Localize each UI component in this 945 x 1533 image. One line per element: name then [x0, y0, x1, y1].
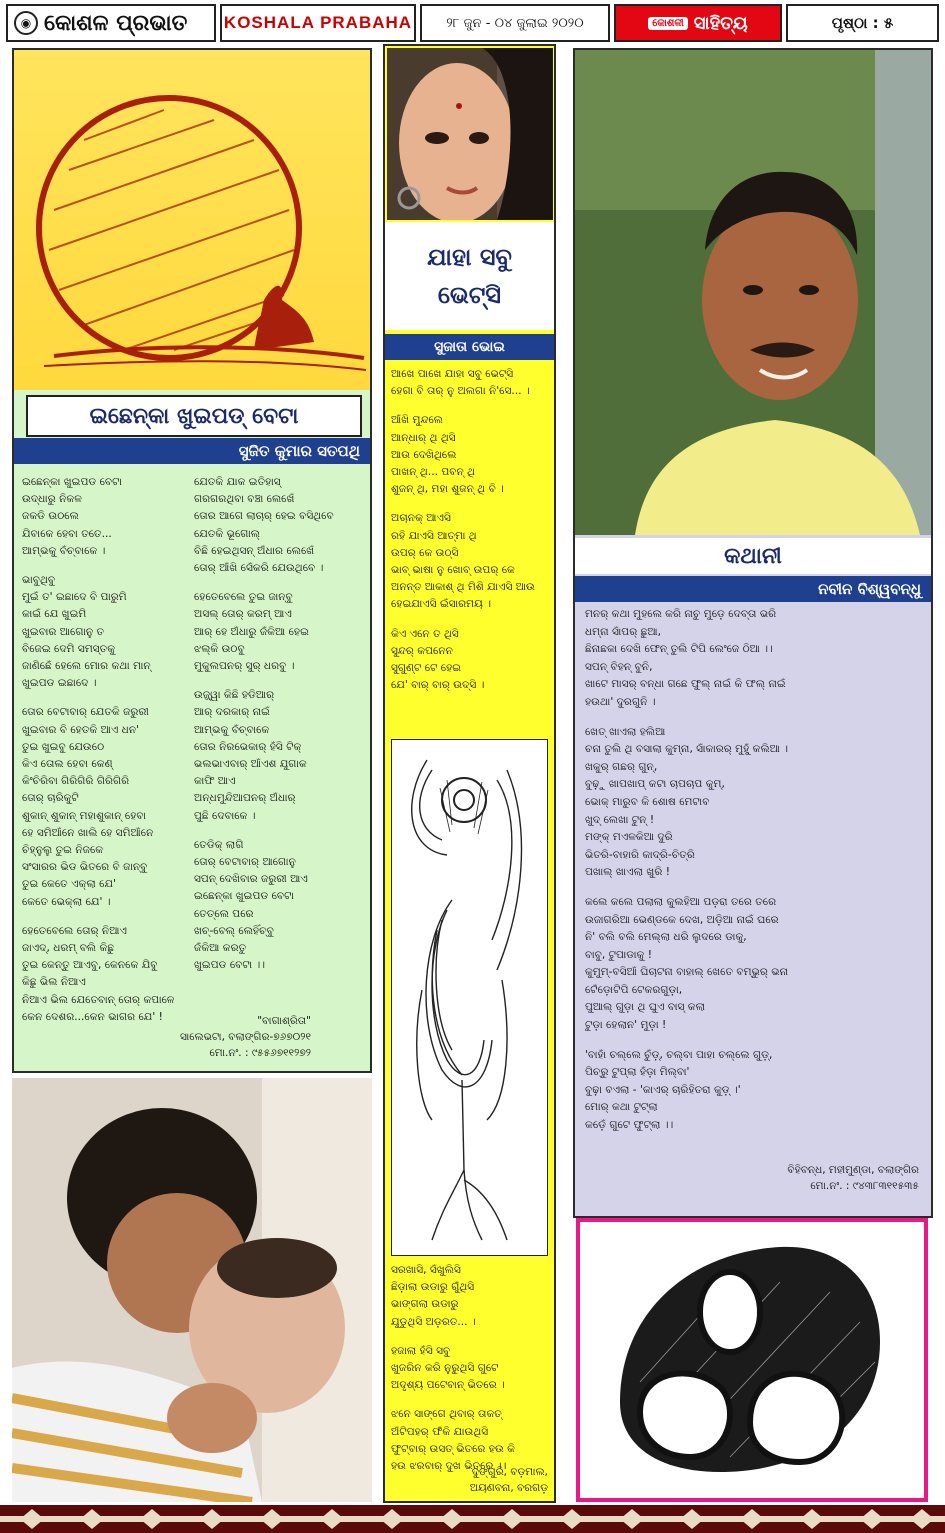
- story-line: ବୁଢ଼ା ବଏଲା - 'କାଏର୍ ଚାରିହିତରା କୁଡ଼୍ ।': [585, 1083, 741, 1096]
- poem-line: ଉଦ୍ଧାରୁ ନିକଳ: [22, 493, 82, 506]
- abstract-sketch: [576, 1218, 928, 1502]
- poem2-author: ସୁଜାତା ଭୋଇ: [385, 334, 554, 360]
- story-signature: [787, 1162, 919, 1194]
- flower-sketch: [391, 739, 548, 1256]
- poem-line: ଶୁକାନ୍ ଶୁକାନ୍ ମହାଶୁକାନ୍ ହେବା: [22, 809, 147, 822]
- poem-line: ଜଁକିଆ କରତୁ: [194, 942, 247, 955]
- poem-line: ସପନ୍ ଦେଖିବାର ଜରୁରୀ ଆଏ: [194, 873, 308, 886]
- poem-line: ତେତ୍‌ଲେ ପରେ: [194, 907, 254, 920]
- poem-line: ଭାବୁଥିବୁ: [22, 574, 56, 587]
- poem-line: କିଛୁ ଭିଲ ନିଆଏ: [22, 976, 86, 989]
- story-line: ଛିନାଛକା ଦେଖି ଫେନ୍ ତୁଲି ଟିପି ଲେଂଜେ ଠିଆ ।।: [585, 643, 773, 656]
- poem-line: ତୋର ଆଗେ ଲାଚାର୍ ହେଇ ବସିଥିବେ: [194, 510, 334, 523]
- poem-line: ଆର୍ ହେ ଅଁଧାରୁ ଜଁକିଆ ହେଇ: [194, 625, 309, 638]
- poem-line: ଯେ' ବାର୍ ବାର୍ ଉଦ୍‌ସି ।: [391, 679, 485, 692]
- poem2-body-top: [391, 366, 535, 694]
- poem-line: ଯେତକି ଯାକ ଇତିହାସ୍: [194, 476, 281, 488]
- abstract-sketch-icon: [580, 1222, 924, 1498]
- boulder-illustration: [14, 50, 370, 390]
- portrait-photo-icon: [387, 48, 553, 220]
- poem-line: ସରଖାସି, ସଁଖୁଲିସି: [391, 1264, 461, 1276]
- poem1-signature: [180, 1013, 311, 1061]
- poem-line: ତୁଇ କେତେ ଏକ୍‌ଲା ଯେ': [22, 878, 116, 891]
- story-line: କୁମୁମ୍-ବସିଆଁ ଘିଚାଟନା ବାହାଲ୍ ଖେତେ ବମ୍ଭୁର୍ ଭନା: [585, 966, 789, 979]
- story-line: କଲେ କଲେ ପଲାଲା କୁଲହିଆ ପଡ଼ରା ତରେ ତରେ: [585, 895, 777, 908]
- story-line: ଖକୁର୍ ଗଛର୍ ଗୁନ୍,: [585, 760, 658, 773]
- poem-line: ଝନେ ସାଙ୍ଗେ ଥିବାର୍ ତାକତ୍: [391, 1408, 502, 1421]
- signature-line: ଅୟଣବନା, ବରଗଡ଼: [469, 1482, 548, 1494]
- poem-line: ଖୁଜରିନ କରି ନୁରୁଥିସି ଗୁଟେ: [391, 1362, 499, 1375]
- poem-line: ରହି ଯାଏସି ଆତ୍ମା ଥି: [391, 529, 477, 542]
- poem-line: ଯୁଡୁଥିସି ଅଡ଼ରତ... ।: [391, 1315, 476, 1328]
- boulder-sketch-icon: [14, 50, 370, 390]
- poem-line: ପାଖନ୍ ଥି... ପବନ୍ ଥି: [391, 466, 476, 479]
- poem-line: ହଉ ଝରବାର୍ ଦୁଖ ଭିତରେ ।।: [391, 1460, 507, 1473]
- signature-line: ସାଲେଭଟା, ବଲାଙ୍ଗିର-୭୬୭୦୨୧: [180, 1031, 311, 1043]
- story-title: କଥାନୀ: [575, 538, 931, 574]
- issue-date: ୨୮ ଜୁନ - ୦୪ ଜୁଲାଇ ୨୦୨୦: [420, 4, 610, 42]
- poem2-panel: [383, 44, 556, 1503]
- poem-line: ହଜାଲା ହଁସି ସବୁ: [391, 1344, 451, 1357]
- section-label: [614, 4, 782, 42]
- poem-line: କିଏ ଏନେ ତ ଥିସି: [391, 627, 459, 640]
- poem-line: ଖୁଇବାର ବି ହେତକି ଆଏ ଧନ': [22, 723, 140, 736]
- poem2-title-line1: ଯାହା ସବୁ: [427, 243, 512, 271]
- poem-line: କେତେ ଭେକ୍‌ଲା ଯେ' ।: [22, 895, 111, 908]
- story-line: ଖେତ୍ ଖାଏଲା ହଲିଆ: [585, 725, 666, 738]
- poem-line: ମୁକୁଲପନର୍ ସୁର୍ ଧରବୁ ।: [194, 660, 295, 673]
- story-line: ଭୋକ୍ ମାରୁବ କି ଶୋଷ ମେଟାବ: [585, 795, 710, 808]
- page-number: ପୃଷ୍ଠା : ୫: [786, 4, 939, 42]
- poem-line: ଆଖେ ପାଖେ ଯାହା ସବୁ ଭେଟ୍‌ସି: [391, 368, 514, 380]
- story-line: ମଙ୍କ୍ ମଏଳକିଆ ଦୁରି: [585, 831, 673, 844]
- poem-line: କିଏ ତୋଲ ହେବା କେଣ୍: [22, 758, 113, 771]
- poem-line: ଜାଣିଛେଁ ହେଲେ ମୋର କଥା ମାନ୍: [22, 660, 151, 673]
- poem-line: ଆମ୍ଭକୁ ବଁଚ୍‌ବାକେ: [194, 723, 270, 736]
- poem-line: ହେଗା ବି ତାର୍ ନୁ ଅଲଗା ନି'ସେ... ।: [391, 385, 530, 398]
- story-line: ମୋର୍ କଥା ଟୁଟ୍‌ଲା: [585, 1101, 658, 1114]
- poem-line: ଭାଙ୍ଗଲା ଉଡାରୁ: [391, 1298, 459, 1311]
- poem-line: ଆର୍ ଦରକାର୍ ନାଇଁ: [194, 706, 270, 719]
- decorative-border: [0, 1505, 945, 1533]
- poem-line: ତୋର ନିରଭେକାର୍ ହଁସି ଟିକ୍: [194, 740, 302, 753]
- poem-line: ଖୁଇପଡ ବେଟା ।।: [194, 959, 266, 972]
- poem-line: ତେଡିକ୍ ଲାଗି: [194, 838, 244, 851]
- newspaper-logo: [6, 4, 216, 42]
- author-portrait-photo: [387, 48, 553, 220]
- signature-line: ମୋ.ନଂ. : ୯୫୫୬୭୧୧୨୭୨: [209, 1047, 311, 1059]
- signature-line: ବିହିବନ୍ଧ, ମହୀମୁଣ୍ଡା, ବଲାଙ୍ଗିର: [787, 1164, 919, 1176]
- poem-line: ତୋର୍ ବେଟାବାର୍ ଆଗୋନୁ: [194, 856, 296, 869]
- poem-line: ପୁଛି ଦେବାକେ ।: [194, 809, 256, 822]
- poem1-left-column: [22, 474, 194, 1026]
- poem1-body: [22, 474, 364, 1026]
- poem-line: ଅନନ୍ତ ଆକାଶ୍ ଥି ମିଶି ଯାଏସି ଆଉ: [391, 581, 535, 594]
- story-line: ବୁଢ଼ୁ ଖାପଖାପ୍ କଟା ଚାପଚାପ କୁମ୍,: [585, 778, 725, 791]
- poem-line: ହେତେବେଲେ ତୁଇ ଜାନ୍‌ବୁ: [194, 591, 293, 604]
- story-panel: [573, 48, 933, 1218]
- poem-line: ବିଛି ହେଇଥିସନ୍ ଅଁଧାର ଲେଖେଁ: [194, 544, 315, 557]
- logo-emblem-icon: ◉: [14, 11, 38, 35]
- poem-line: କିଂଚିରିବା ଗିରିଗିରି ଗିରିଗିରି: [22, 775, 130, 788]
- section-name: ସାହିତ୍ୟ: [693, 12, 748, 34]
- poem-line: ଖୁଇପଡ ଇଛାଦେ ।: [22, 677, 97, 690]
- poem-line: ନିଆଏ ଭିଲ ଯେତେବାନ୍ ତୋର୍ କପାଳେ: [22, 993, 175, 1006]
- poem-line: କାଫି ଆଏ: [194, 775, 236, 788]
- poem-line: ଆମ୍ଭକୁ ବଁଚ୍‌ବାକେ ।: [22, 544, 106, 557]
- poem-line: ଚିହ୍ନୁଲୁ ତୁଇ ନିଜକେ: [22, 844, 104, 857]
- poem-line: ହେ ସମିଆଁନେ ଖାଲି ହେ ସମିଆଁନେ: [22, 826, 154, 839]
- poem-line: ହେଇଯାଏସି ଇଁସାରମୟ ।: [391, 598, 491, 611]
- poem-line: ତୋର୍ ଆଁଖି ସେଁକରି ଯେଉଥିବେ ।: [194, 562, 324, 575]
- poem-line: ଯେତକି ଭୂଗୋଲ୍: [194, 527, 261, 540]
- poem-line: ଅଁଟିପହର୍ ଫଁକି ଯାଉଥିସି: [391, 1425, 489, 1438]
- story-line: ସପନ୍ ବିହନ୍ ବୁନି,: [585, 660, 653, 673]
- poem-line: କାଇଁ ଯେ ଖୁଇମି: [22, 608, 87, 621]
- english-title: KOSHALA PRABAHA: [220, 4, 416, 42]
- section-tag: କୋଶଳୀ: [648, 17, 688, 30]
- story-line: ହଉଥା' ଦୁରଗୁନି ।: [585, 695, 656, 708]
- poem-line: ଉପର୍ କେ ଉଠ୍‌ସି: [391, 546, 459, 559]
- poem-line: ଖୁଇବାର ଆଗୋନୁ ତ: [22, 625, 105, 638]
- poem-line: ଜକଡି ଉଠଲେ: [22, 510, 79, 523]
- poem-line: ଭାବ୍ ଭାଷା ନୁ ଖୋବ୍ ଉପର୍ କେ: [391, 564, 515, 577]
- story-line: ଧମ୍‌ନା ସାଁପର୍ ଛୁଆ,: [585, 625, 661, 638]
- masthead: [6, 4, 939, 42]
- poem-line: ତୋର୍ ଚାରିକୁଟି: [22, 792, 79, 805]
- poem-line: ଇଛେନ୍‌କା ଖୁଇପଡ ବେଟା: [194, 890, 294, 903]
- story-line: ନି' ବଲି ବଲି ମେଲ୍‌ଲା ଧରି ଲୁଦରେ ଡାକୁ,: [585, 931, 747, 944]
- story-author: ନବୀନ ବିଶ୍ୱବନ୍ଧୁ: [575, 576, 931, 602]
- logo-text: କୋଶଳ ପ୍ରଭାତ: [44, 10, 188, 36]
- poem-line: ତୋର ବେଟାବାର୍ ଯେତକି ଜରୁରୀ: [22, 706, 149, 719]
- poem-line: ଆନ୍ଧାର୍ ଥି ଥିସି: [391, 431, 456, 444]
- poem2-title: [385, 222, 554, 330]
- story-line: ଖାଟେ ମାସର୍ ବନ୍‌ଧା ଗଛେ ଫୁଲ୍ ନାଇଁ କି ଫଲ୍ ନାଇଁ: [585, 678, 786, 691]
- poem-line: ଫୁଟ୍‌ବାର୍ ଉସତ୍ ଭିତରେ ହଉ କି: [391, 1442, 515, 1455]
- poem-line: ଆଉ ଦେଖିଥିଲେ: [391, 448, 457, 461]
- poem-line: ତୁଇ ଖୁଇବୁ ଯେଉଠେ: [22, 740, 105, 753]
- poem1-panel: [12, 48, 372, 1073]
- signature-line: ମୋ.ନଂ. : ୯୪୩୮୩୧୧୫୩୫: [810, 1180, 919, 1192]
- story-body: [585, 606, 788, 1135]
- poem-line: ଆଁଖି ମୁନ୍ଦଲେ: [391, 414, 443, 427]
- story-line: ଚନା ତୁଲି ଥି ବସାଲା କୁମ୍‌ନା, ସାଁକାରର୍ ମୁହୁଁ କଲିଆ ।: [585, 743, 789, 756]
- story-line: କଡ଼େଁ ଗୁଟେ ଫୁଟ୍‌ଲା ।।: [585, 1119, 674, 1132]
- story-line: ପୁଆଲ୍ ଗୁଡ଼ା ଥି ଘୁଏ ବାସ୍ କଲା: [585, 1001, 705, 1014]
- story-line: 'ବାହାଁ ଚଲ୍‌ଲେ ଚୁଁଡ଼୍, ଚଲ୍‌ବା ପାହା ଚଲ୍‌ଲେ ଗୁଡ଼୍,: [585, 1048, 773, 1061]
- father-baby-photo: [12, 1078, 372, 1502]
- signature-line: ଦୁଙ୍ଗୁରି, ବଡ଼ମାଲ,: [471, 1466, 548, 1478]
- poem-line: ଝଲ୍‌କି ଉଠବୁ: [194, 642, 245, 655]
- poem-line: ଯିବାକେ ହେବା ତତେ...: [22, 527, 112, 540]
- poem2-signature: [470, 1464, 548, 1496]
- poem-line: ଶୁଜନ୍ ଥି, ମହା ଶୁଜନ୍ ଥି ବି ।: [391, 483, 504, 496]
- author-photo: [575, 50, 931, 535]
- father-baby-photo-icon: [12, 1078, 372, 1502]
- story-line: ଟେଁଡ଼ୋଟିପି ଟେକରଗୁଡ଼ା,: [585, 983, 683, 996]
- poem-line: ମୁଇଁ ତ' ଇଛାଦେ ବି ପାରୁମି: [22, 591, 127, 604]
- ikat-border-icon: [0, 1505, 945, 1533]
- poem-line: ତୁଇ କେନ୍ତୁ ଆଏବୁ, କେନକେ ଯିବୁ: [22, 959, 158, 972]
- poem-line: କେନ ଦେଶର...କେନ ଭାଗର ଯେ' !: [22, 1010, 163, 1023]
- poem-line: ଇଛେନ୍‌କା ଖୁଇପଡ ବେଟା: [22, 476, 122, 488]
- poem2-title-line2: ଭେଟ୍‌ସି: [437, 281, 502, 309]
- poem-line: ଅନ୍ଧମୁନ୍ଦିଆପନର୍ ଅଁଧାର୍: [194, 792, 296, 805]
- signature-line: "ବାଗାଶ୍ରିତା": [257, 1015, 311, 1027]
- poem-line: ସୁଗୁଣ୍ଟ ଟେ ହେଇ: [391, 662, 462, 675]
- poem-line: ଅସଲ୍ ତୋର୍ କରମ୍ ଆଏ: [194, 608, 292, 621]
- story-line: ପିଚ୍‌ରୁ ଟୁପ୍‌ଲା ହଁଡ଼ା ମିଲ୍‌ବା': [585, 1066, 690, 1079]
- poem-line: ସୁନ୍ଦର୍ କପନେନ: [391, 644, 453, 657]
- poem-line: ଉଜ୍ଜ୍ୱା କିଛି ହଡିଆର୍: [194, 689, 275, 702]
- story-line: ଖୁଦ୍ ଲେଖା ଟୁନ୍ !: [585, 813, 655, 826]
- poem-line: ଅଚାନକ୍ ଆଏସି: [391, 512, 451, 525]
- poem-line: ଖଚ୍-ବେଲ୍ ଲେହିଁଚ୍‌ବୁ: [194, 924, 274, 937]
- poem-line: ଛିଡ଼ାଲା ଉଡାରୁ ଗୁଁଥିସି: [391, 1281, 475, 1294]
- flower-sketch-icon: [392, 740, 547, 1255]
- poem1-author: ସୁଜିତ କୁମାର ସତପଥି: [14, 438, 370, 464]
- poem-line: ବିଜେଇ ଦେମି ସମସ୍ତକୁ: [22, 642, 116, 655]
- poem-line: ସଂସାରର ଭିଡ ଭିତରେ ବି ଜାନ୍‌ବୁ: [22, 861, 148, 874]
- story-line: ବାବୁ, ଟୁପାଡାକୁ !: [585, 948, 652, 961]
- poem-line: ଜାଏଦ୍, ଧରମ୍ ବଲି କିଛୁ: [22, 942, 115, 955]
- poem2-body-bottom: [391, 1262, 515, 1475]
- poem-line: ଭଲଭାଏବାର୍ ଆଁଏଶ ଯୁଗାକ: [194, 758, 307, 771]
- poem1-right-column: [194, 474, 364, 1026]
- poem-line: ଗରଗରଥିବା ବଞ୍ଚା ଲେଖେଁ: [194, 493, 295, 506]
- poem1-title: ଇଛେନ୍‌କା ଖୁଇପଡ୍ ବେଟା: [26, 395, 362, 437]
- poem-line: ଅଦୃଶ୍ୟ ପଟେବାନ୍ ଭିତରେ ।: [391, 1379, 505, 1392]
- story-line: ମନର୍ କଥା ମୁହଲେ କରି ନାଚୁ ମୁଡ଼େ ଦେବ୍‌ତା ଭରି: [585, 608, 777, 620]
- story-line: ପଖାଲ୍ ଖାଏଲା ଖୁରି !: [585, 866, 670, 879]
- story-line: ଭିତରି-ବାହାରି କାଦ୍‌ରି-ଚିତ୍‌ରି: [585, 848, 695, 861]
- story-line: ଉଜାଗରିଆ ଭେଣ୍‌ଡକେ ଦେଖ, ଅଡ଼ିଆ ନାଇଁ ଘରେ: [585, 913, 779, 926]
- story-line: ଟୁଡ଼ା ହେଲାନ' ମୁଡ଼ା !: [585, 1019, 667, 1032]
- author-photo-icon: [575, 50, 931, 535]
- poem-line: ହେତେବେଲେ ତୋର୍ ନିଆଏ: [22, 924, 127, 937]
